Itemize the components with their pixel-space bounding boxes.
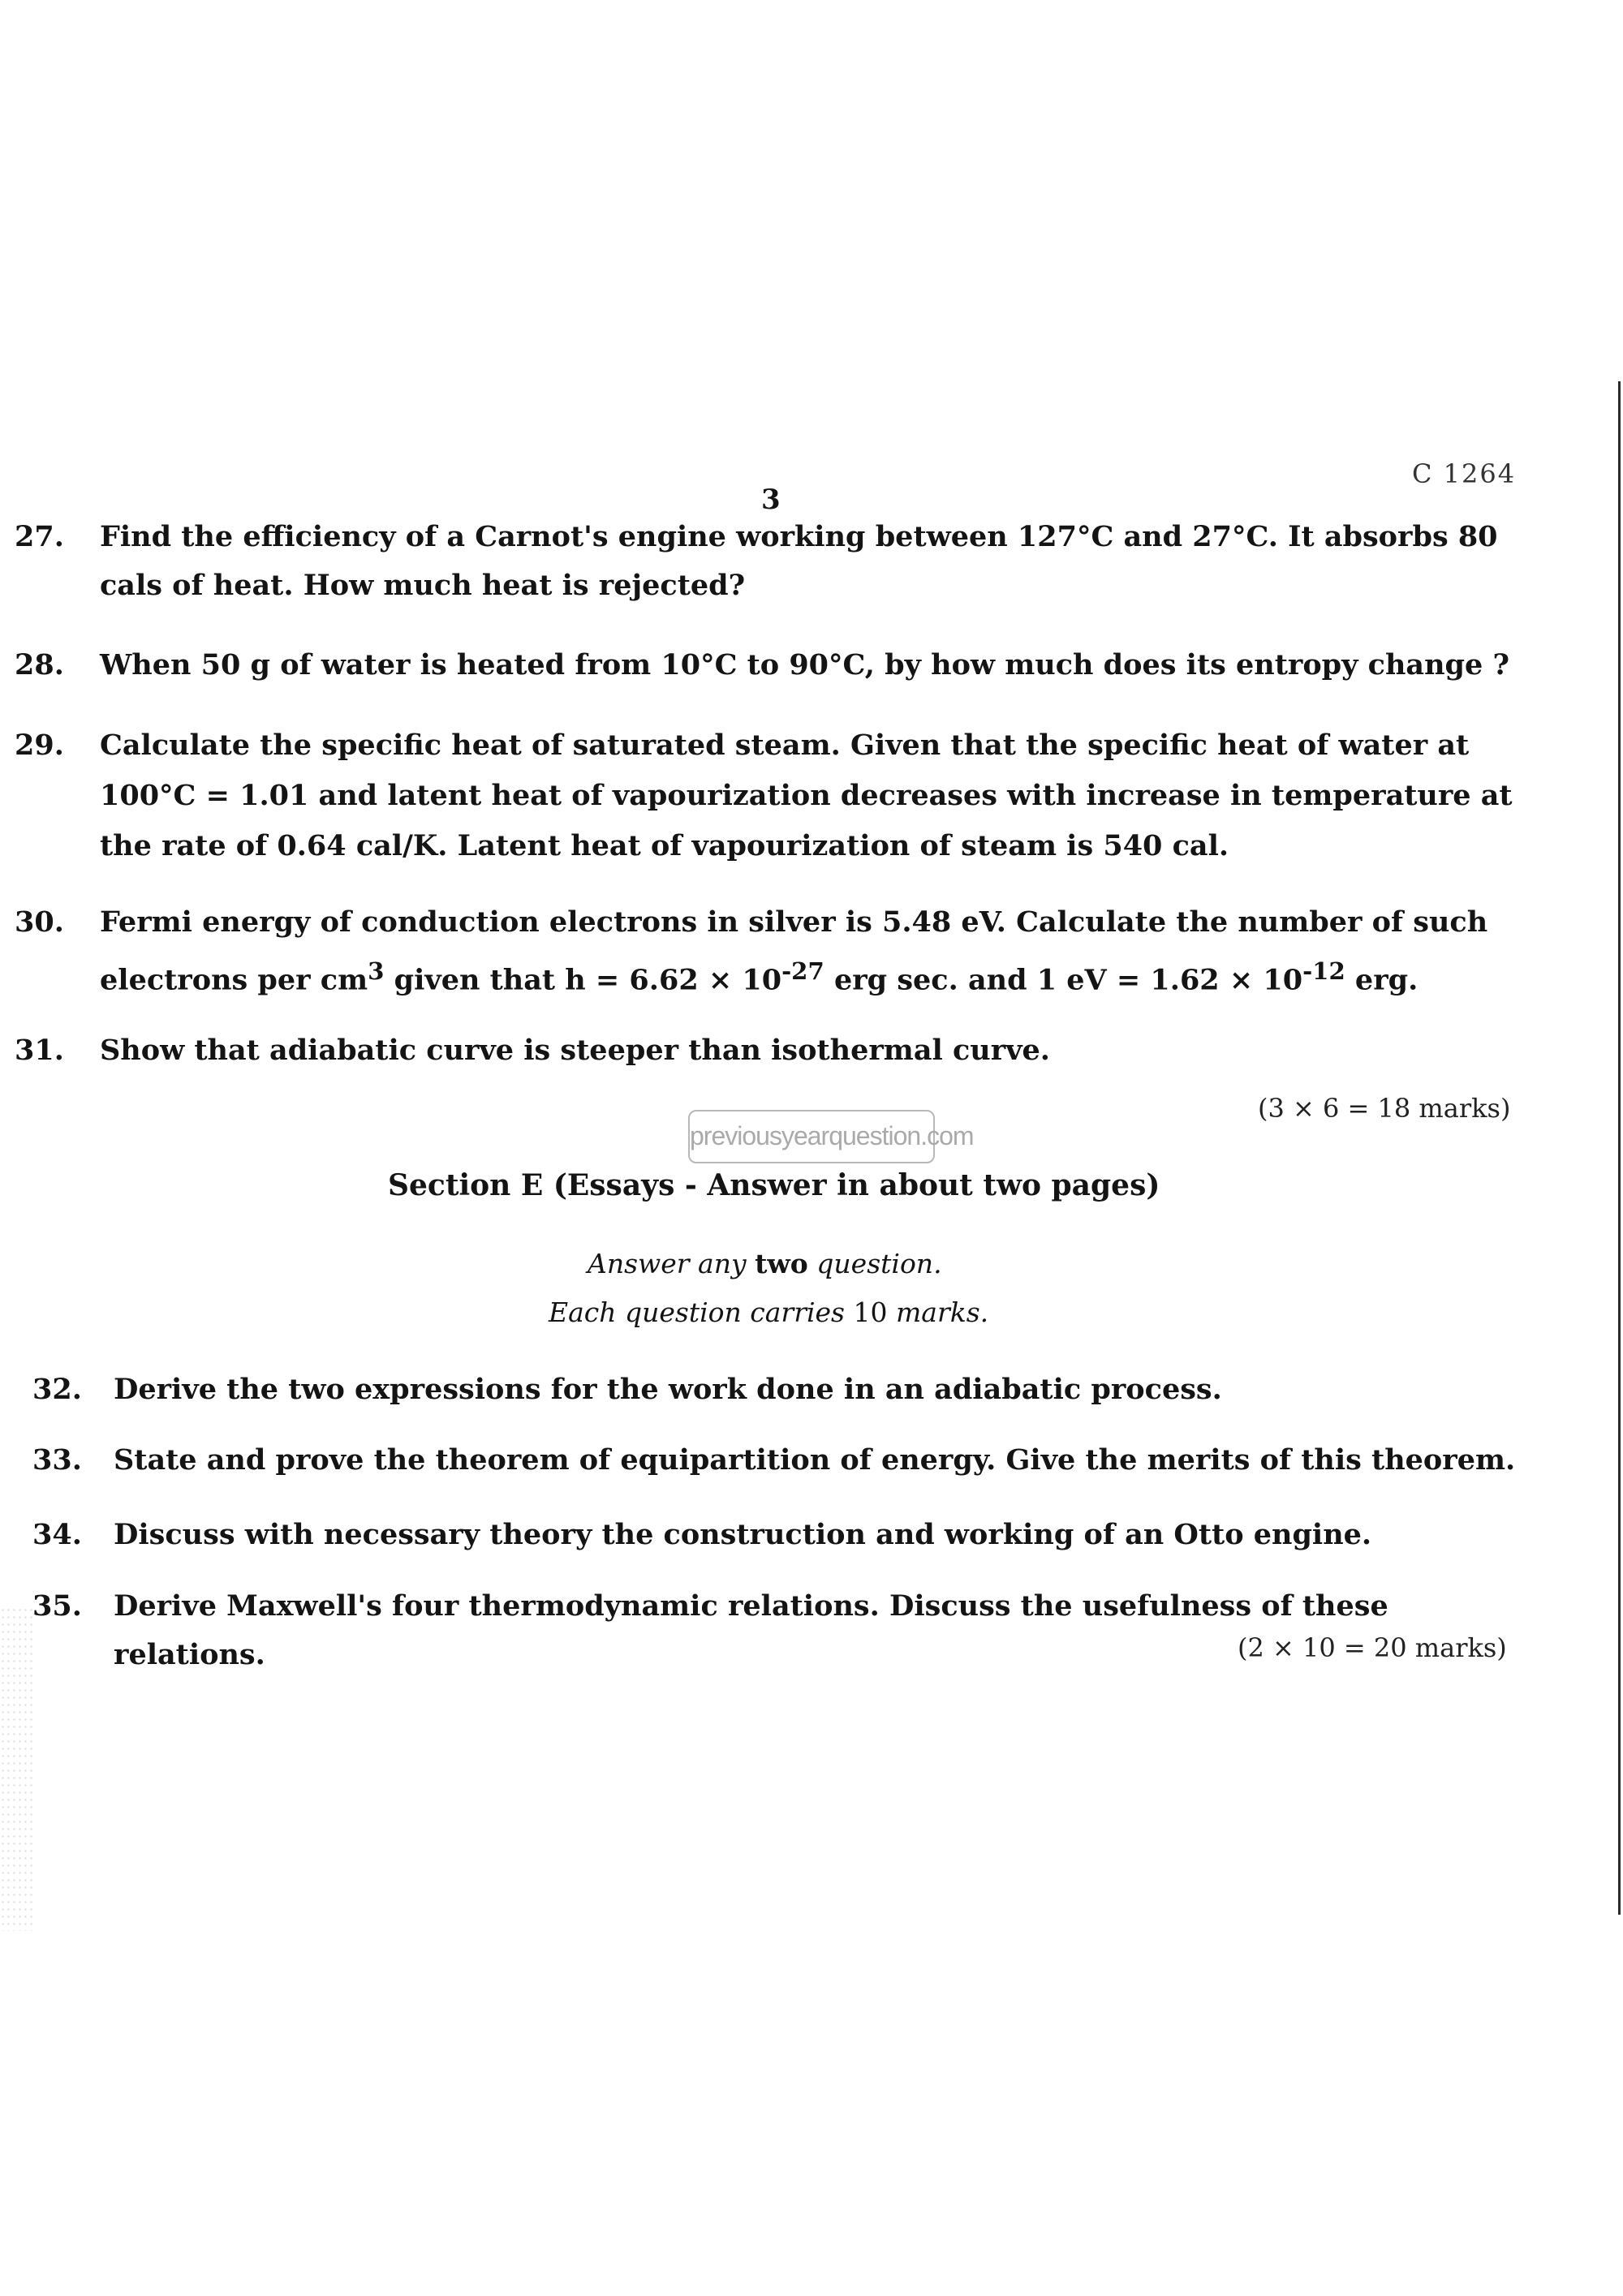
section-e-marks: (2 × 10 = 20 marks) [1238, 1632, 1507, 1663]
section-e-instruction-2 [549, 1296, 988, 1328]
question-text [100, 898, 1532, 1005]
question-number: 30. [15, 905, 64, 939]
question-number: 28. [15, 648, 64, 681]
question-35 [32, 1582, 1534, 1679]
question-31 [15, 1026, 1532, 1075]
question-28 [15, 641, 1532, 690]
question-33 [32, 1436, 1534, 1485]
question-text: Find the efficiency of a Carnot's engine working between 127°C and 27°C. It absorbs 80 cals of heat. How much heat is rejected? [100, 520, 1498, 602]
question-text-part: Fermi energy of conduction electrons in silver is 5.48 eV. Calculate the number of such electrons per cm [100, 905, 1488, 997]
question-text: Derive Maxwell's four thermodynamic relations. Discuss the usefulness of these relations. [114, 1589, 1388, 1671]
question-32 [32, 1365, 1534, 1414]
question-30 [15, 898, 1532, 1005]
watermark: previousyearquestion.com [688, 1110, 935, 1163]
superscript: 3 [368, 957, 385, 985]
question-number: 32. [32, 1373, 82, 1406]
question-number: 33. [32, 1443, 82, 1477]
question-number: 35. [32, 1589, 82, 1623]
page-number: 3 [761, 484, 781, 516]
question-text-part: erg. [1345, 963, 1419, 997]
instruction-emphasis: 10 [853, 1296, 888, 1328]
scan-speckle [0, 1606, 32, 1931]
paper-code: C 1264 [1412, 458, 1517, 489]
scan-edge-line [1618, 381, 1621, 1915]
question-29 [15, 720, 1532, 871]
question-text: State and prove the theorem of equipartition of energy. Give the merits of this theorem. [114, 1443, 1516, 1477]
question-text-part: given that h = 6.62 × 10 [384, 963, 782, 997]
question-text: Derive the two expressions for the work done in an adiabatic process. [114, 1373, 1222, 1406]
question-text: Calculate the specific heat of saturated steam. Given that the specific heat of water at 100°C = 1.01 and latent heat of vapourization decreases with increase in temperature at the rate of 0.64 cal/K. Latent heat of vapourization of steam is 540 cal. [100, 729, 1513, 862]
question-number: 29. [15, 729, 64, 762]
question-text: Discuss with necessary theory the construction and working of an Otto engine. [114, 1518, 1372, 1551]
section-d-marks: (3 × 6 = 18 marks) [1258, 1093, 1511, 1124]
question-number: 34. [32, 1518, 82, 1551]
superscript: -12 [1302, 957, 1345, 985]
instruction-text: Each question carries [549, 1296, 854, 1328]
section-e-title: Section E (Essays - Answer in about two pages) [388, 1168, 1160, 1202]
superscript: -27 [781, 957, 824, 985]
section-e-instruction-1 [588, 1248, 942, 1279]
instruction-text: marks. [887, 1296, 989, 1328]
question-text: When 50 g of water is heated from 10°C to 90°C, by how much does its entropy change ? [100, 648, 1509, 681]
question-34 [32, 1511, 1534, 1559]
question-text: Show that adiabatic curve is steeper than isothermal curve. [100, 1034, 1050, 1067]
question-number: 27. [15, 520, 64, 553]
question-number: 31. [15, 1034, 64, 1067]
instruction-emphasis: two [755, 1248, 808, 1279]
question-27 [15, 513, 1532, 610]
instruction-text: question. [807, 1248, 942, 1279]
question-text-part: erg sec. and 1 eV = 1.62 × 10 [824, 963, 1303, 997]
instruction-text: Answer any [588, 1248, 756, 1279]
